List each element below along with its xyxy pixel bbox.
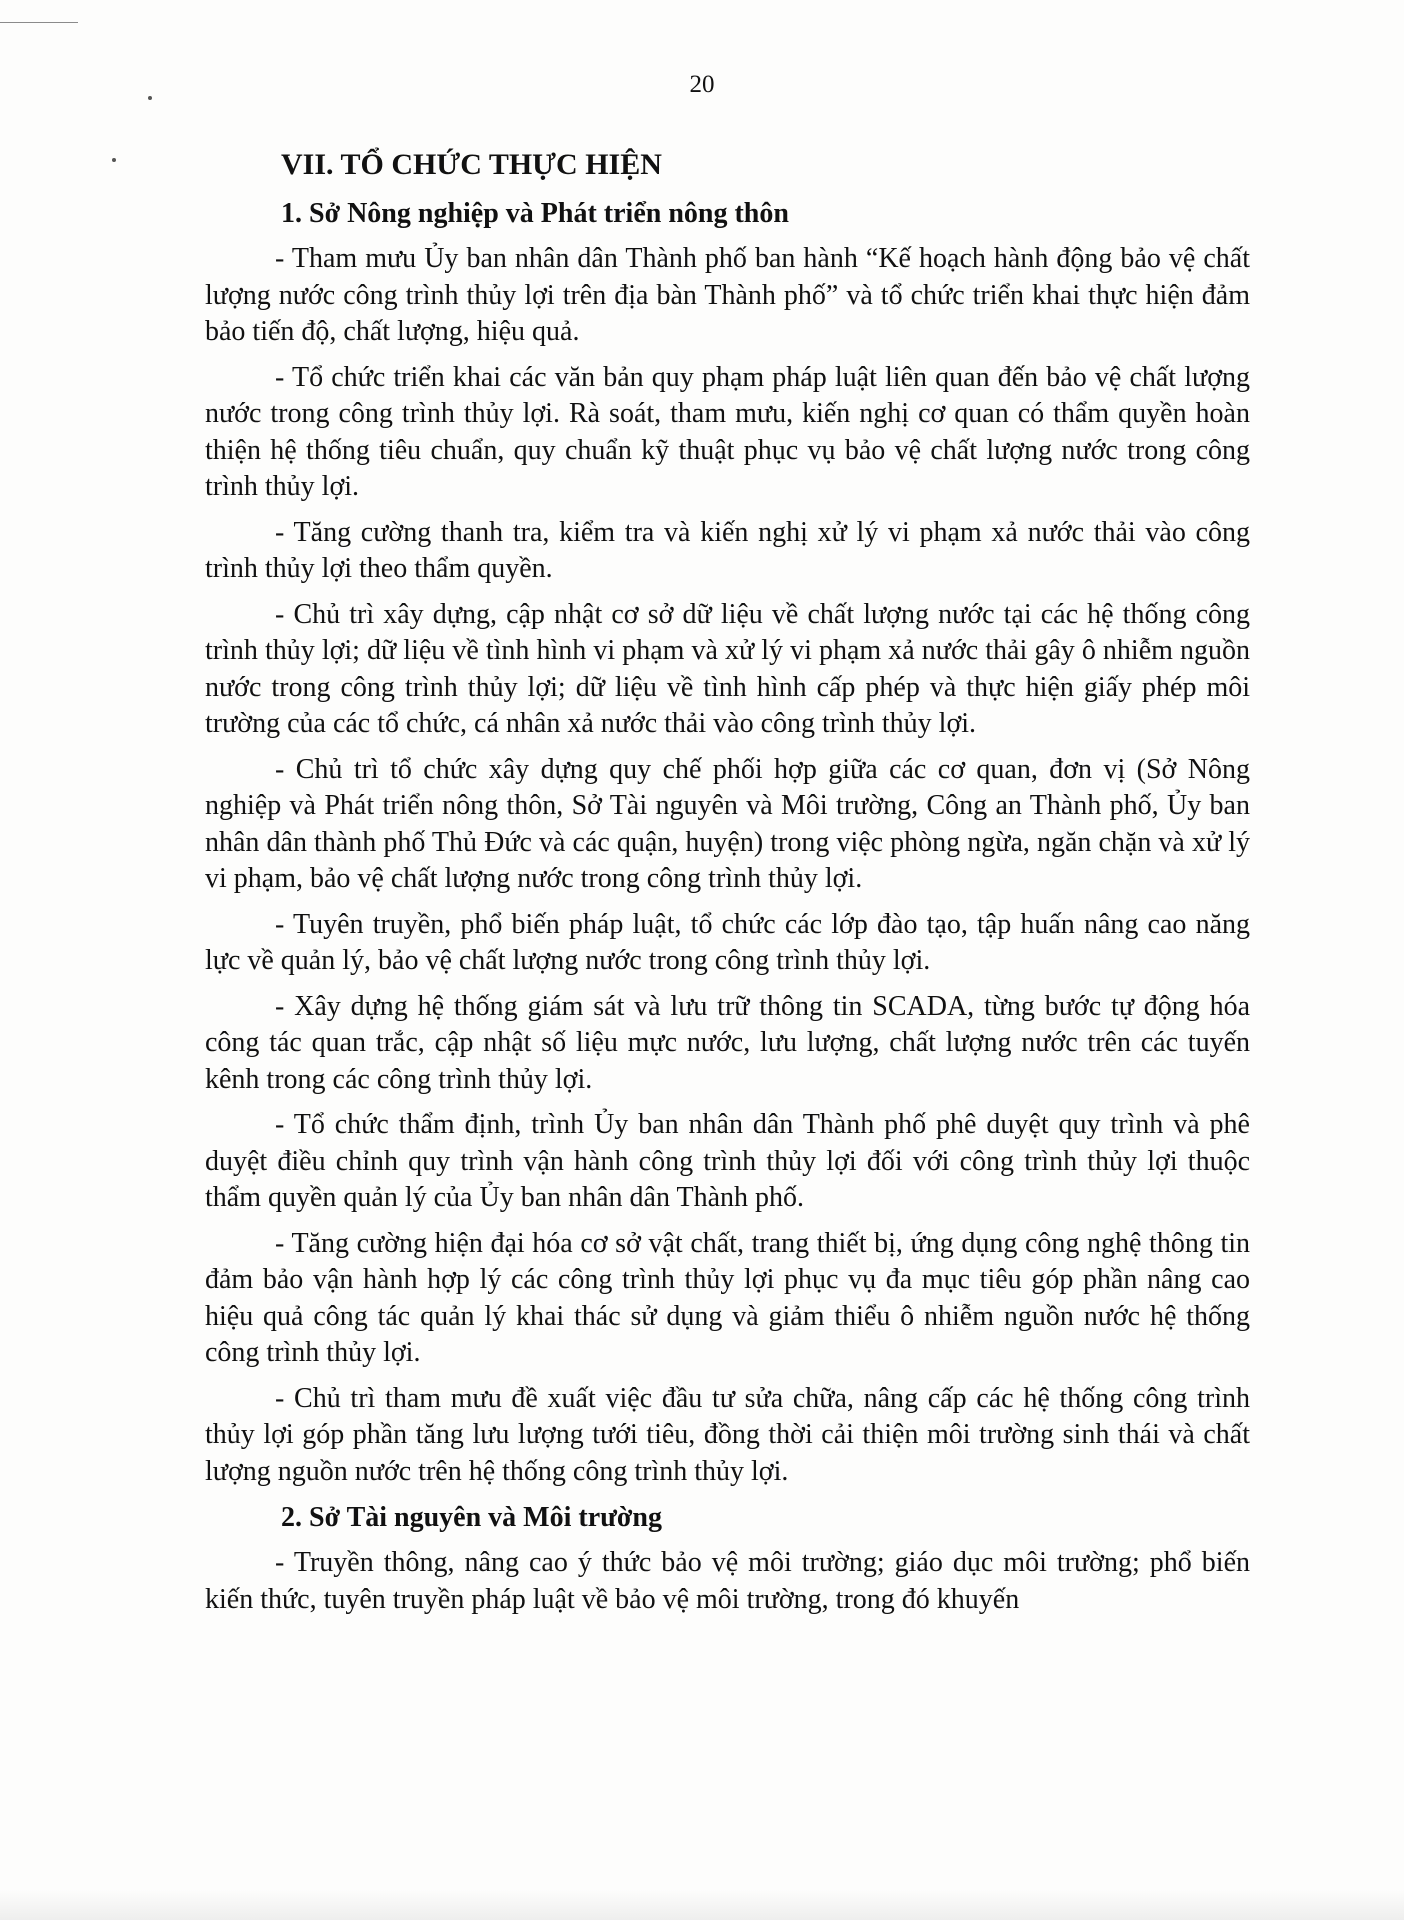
document-body <box>205 145 1250 1627</box>
subsection-title-2: 2. Sở Tài nguyên và Môi trường <box>281 1502 663 1533</box>
scan-artifact-dot <box>112 158 116 162</box>
scan-artifact-bottom-edge <box>0 1890 1404 1920</box>
paragraph: - Chủ trì tổ chức xây dựng quy chế phối hợp giữa các cơ quan, đơn vị (Sở Nông nghiệp và Phát triển nông thôn, Sở Tài nguyên và Môi trường, Công an Thành phố, Ủy ban nhân dân thành phố Thủ Đức và các quận, huyện) trong việc phòng ngừa, ngăn chặn và xử lý vi phạm, bảo vệ chất lượng nước trong công trình thủy lợi. <box>205 753 1250 894</box>
paragraph: - Tham mưu Ủy ban nhân dân Thành phố ban hành “Kế hoạch hành động bảo vệ chất lượng nước công trình thủy lợi trên địa bàn Thành phố” và tổ chức triển khai thực hiện đảm bảo tiến độ, chất lượng, hiệu quả. <box>205 243 1250 347</box>
paragraph: - Tăng cường hiện đại hóa cơ sở vật chất, trang thiết bị, ứng dụng công nghệ thông tin đảm bảo vận hành hợp lý các công trình thủy lợi phục vụ đa mục tiêu góp phần nâng cao hiệu quả công tác quản lý khai thác sử dụng và giảm thiểu ô nhiễm nguồn nước hệ thống công trình thủy lợi. <box>205 1227 1250 1368</box>
paragraph: - Chủ trì xây dựng, cập nhật cơ sở dữ liệu về chất lượng nước tại các hệ thống công trình thủy lợi; dữ liệu về tình hình vi phạm và xử lý vi phạm xả nước thải gây ô nhiễm nguồn nước trong công trình thủy lợi; dữ liệu về tình hình cấp phép và thực hiện giấy phép môi trường của các tổ chức, cá nhân xả nước thải vào công trình thủy lợi. <box>205 598 1250 739</box>
page-number: 20 <box>689 71 715 98</box>
paragraph: - Tăng cường thanh tra, kiểm tra và kiến nghị xử lý vi phạm xả nước thải vào công trình thủy lợi theo thẩm quyền. <box>205 516 1250 584</box>
scan-artifact-line <box>0 22 78 23</box>
paragraph: - Truyền thông, nâng cao ý thức bảo vệ môi trường; giáo dục môi trường; phổ biến kiến thức, tuyên truyền pháp luật về bảo vệ môi trường, trong đó khuyến <box>205 1547 1250 1615</box>
paragraph: - Chủ trì tham mưu đề xuất việc đầu tư sửa chữa, nâng cấp các hệ thống công trình thủy lợi góp phần tăng lưu lượng tưới tiêu, đồng thời cải thiện môi trường sinh thái và chất lượng nguồn nước trên hệ thống công trình thủy lợi. <box>205 1382 1250 1487</box>
paragraph: - Tổ chức triển khai các văn bản quy phạm pháp luật liên quan đến bảo vệ chất lượng nước trong công trình thủy lợi. Rà soát, tham mưu, kiến nghị cơ quan có thẩm quyền hoàn thiện hệ thống tiêu chuẩn, quy chuẩn kỹ thuật phục vụ bảo vệ chất lượng nước trong công trình thủy lợi. <box>205 361 1250 502</box>
section-title: VII. TỔ CHỨC THỰC HIỆN <box>281 148 662 181</box>
paragraph: - Xây dựng hệ thống giám sát và lưu trữ thông tin SCADA, từng bước tự động hóa công tác quan trắc, cập nhật số liệu mực nước, lưu lượng, chất lượng nước trên các tuyến kênh trong các công trình thủy lợi. <box>205 990 1250 1095</box>
subsection-title-1: 1. Sở Nông nghiệp và Phát triển nông thôn <box>281 198 789 229</box>
paragraph: - Tổ chức thẩm định, trình Ủy ban nhân dân Thành phố phê duyệt quy trình và phê duyệt điều chỉnh quy trình vận hành công trình thủy lợi đối với công trình thủy lợi thuộc thẩm quyền quản lý của Ủy ban nhân dân Thành phố. <box>205 1109 1250 1213</box>
paragraph: - Tuyên truyền, phổ biến pháp luật, tổ chức các lớp đào tạo, tập huấn nâng cao năng lực về quản lý, bảo vệ chất lượng nước trong công trình thủy lợi. <box>205 908 1250 976</box>
